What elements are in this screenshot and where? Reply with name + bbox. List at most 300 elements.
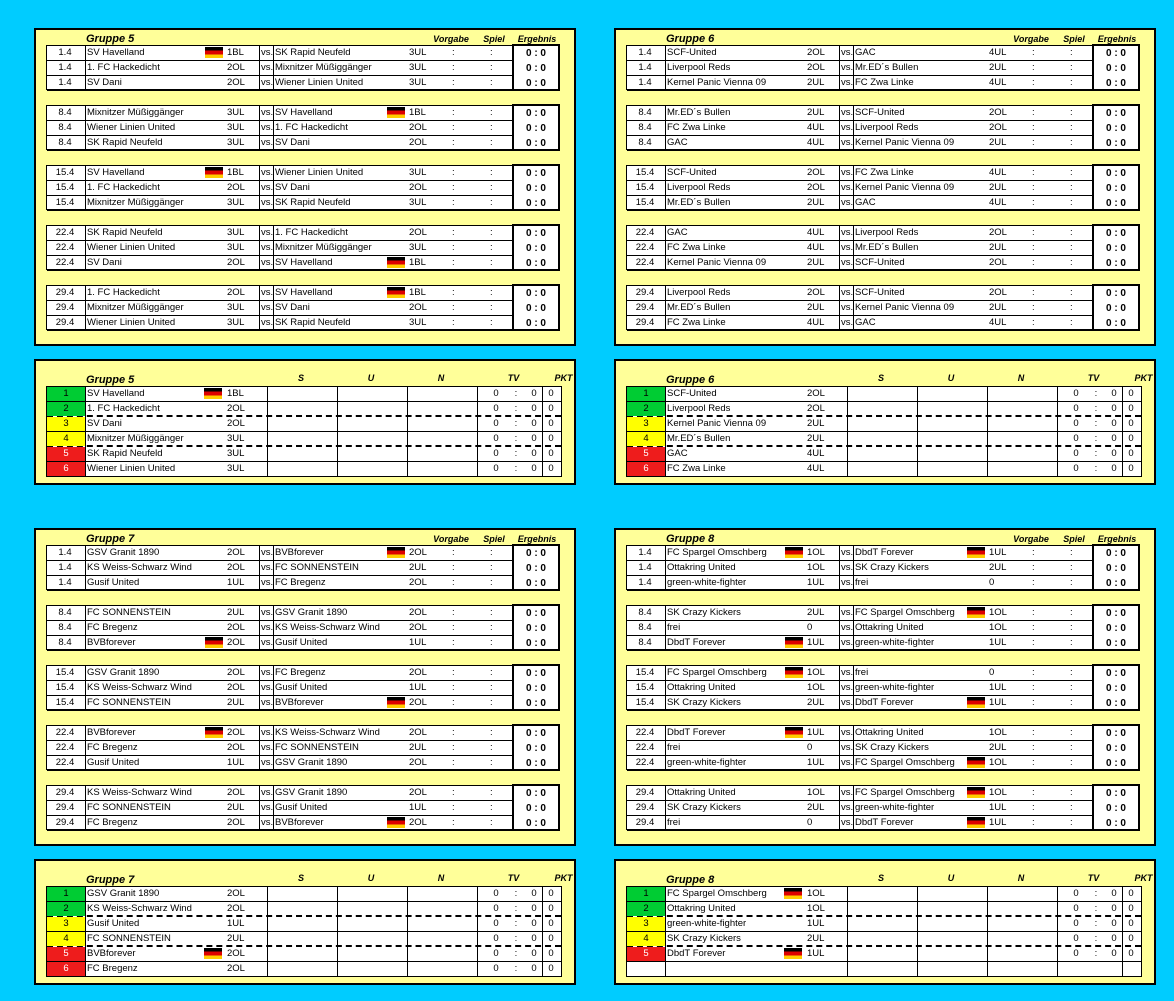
match-row — [47, 61, 512, 76]
result-score[interactable]: 0 : 0 — [525, 138, 546, 149]
away-league: 1OL — [989, 757, 1007, 768]
spiel-input: : — [1070, 607, 1073, 618]
germany-flag-icon — [967, 547, 985, 558]
home-league: 4UL — [807, 242, 825, 253]
tv-goals-for: 0 — [493, 918, 499, 929]
tv-separator: : — [514, 888, 518, 899]
rank-cell: 6 — [627, 462, 665, 476]
spiel-input: : — [1070, 817, 1073, 828]
spiel-input: : — [490, 137, 493, 148]
result-score[interactable]: 0 : 0 — [525, 243, 546, 254]
away-team: FC SONNENSTEIN — [275, 742, 359, 753]
home-team: Liverpool Reds — [667, 182, 731, 193]
team-league: 3UL — [227, 433, 245, 444]
vs-label: vs. — [841, 122, 854, 133]
match-block — [46, 665, 513, 710]
match-date: 15.4 — [635, 682, 655, 693]
column-divider — [665, 666, 666, 709]
home-team: BVBforever — [87, 727, 136, 738]
vorgabe-input: : — [452, 727, 455, 738]
column-divider — [665, 546, 666, 589]
standings-row — [47, 447, 561, 462]
away-team: SCF-United — [855, 257, 905, 268]
home-league: 1OL — [807, 667, 825, 678]
result-score[interactable]: 0 : 0 — [1105, 728, 1126, 739]
tv-goals-against: 0 — [531, 463, 537, 474]
result-score[interactable]: 0 : 0 — [525, 78, 546, 89]
germany-flag-icon — [967, 817, 985, 828]
tv-separator: : — [1094, 933, 1098, 944]
result-score[interactable]: 0 : 0 — [1105, 788, 1126, 799]
match-row — [47, 741, 512, 756]
spiel-input: : — [490, 637, 493, 648]
tv-goals-against: 0 — [1111, 448, 1117, 459]
result-score[interactable]: 0 : 0 — [1105, 198, 1126, 209]
result-score[interactable]: 0 : 0 — [1105, 623, 1126, 634]
result-score[interactable]: 0 : 0 — [1105, 78, 1126, 89]
result-score[interactable]: 0 : 0 — [525, 318, 546, 329]
vs-label: vs. — [261, 562, 274, 573]
spiel-input: : — [1070, 802, 1073, 813]
spiel-input: : — [1070, 622, 1073, 633]
column-divider — [259, 606, 260, 649]
tv-goals-against: 0 — [1111, 463, 1117, 474]
team-name: FC Spargel Omschberg — [667, 888, 767, 899]
away-team: GSV Granit 1890 — [275, 787, 348, 798]
away-league: 2OL — [409, 137, 427, 148]
away-league: 4UL — [989, 167, 1007, 178]
result-score[interactable]: 0 : 0 — [1105, 48, 1126, 59]
vorgabe-input: : — [452, 167, 455, 178]
result-score[interactable]: 0 : 0 — [525, 123, 546, 134]
column-header-ergebnis: Ergebnis — [517, 34, 557, 44]
vs-label: vs. — [261, 577, 274, 588]
away-league: 2UL — [989, 182, 1007, 193]
column-divider — [839, 786, 840, 829]
standings-row — [47, 962, 561, 977]
home-league: 2UL — [807, 607, 825, 618]
team-name: Gusif United — [87, 918, 140, 929]
match-row — [627, 741, 1092, 756]
away-team: Gusif United — [275, 637, 328, 648]
result-score[interactable]: 0 : 0 — [525, 668, 546, 679]
home-team: Liverpool Reds — [667, 287, 731, 298]
standings-row — [627, 462, 1141, 477]
away-team: SCF-United — [855, 287, 905, 298]
away-league: 2OL — [409, 787, 427, 798]
result-score[interactable]: 0 : 0 — [1105, 108, 1126, 119]
away-team: SK Crazy Kickers — [855, 742, 929, 753]
match-date: 29.4 — [635, 802, 655, 813]
column-header-tv: TV — [507, 373, 520, 383]
result-score[interactable]: 0 : 0 — [525, 608, 546, 619]
home-league: 2UL — [807, 77, 825, 88]
column-divider — [542, 887, 543, 976]
vorgabe-input: : — [1032, 47, 1035, 58]
match-date: 1.4 — [638, 77, 652, 88]
vs-label: vs. — [261, 287, 274, 298]
result-score[interactable]: 0 : 0 — [525, 288, 546, 299]
result-score[interactable]: 0 : 0 — [525, 803, 546, 814]
match-date: 29.4 — [635, 287, 655, 298]
result-score[interactable]: 0 : 0 — [1105, 63, 1126, 74]
vorgabe-input: : — [1032, 577, 1035, 588]
team-league: 2OL — [227, 948, 245, 959]
match-row — [627, 106, 1092, 121]
tv-goals-against: 0 — [1111, 918, 1117, 929]
match-row — [47, 801, 512, 816]
away-league: 3UL — [409, 317, 427, 328]
standings-row — [627, 432, 1141, 447]
home-team: BVBforever — [87, 637, 136, 648]
standings-table — [626, 886, 1142, 977]
result-score[interactable]: 0 : 0 — [525, 578, 546, 589]
vorgabe-input: : — [452, 107, 455, 118]
vs-label: vs. — [261, 787, 274, 798]
match-row — [47, 46, 512, 61]
germany-flag-icon — [387, 287, 405, 298]
points: 0 — [548, 933, 554, 944]
match-date: 1.4 — [58, 547, 72, 558]
rank-cell: 3 — [47, 417, 85, 431]
rank-cell: 1 — [47, 387, 85, 401]
column-divider — [267, 387, 268, 476]
result-box — [512, 44, 560, 91]
result-score[interactable]: 0 : 0 — [525, 168, 546, 179]
standings-row — [627, 447, 1141, 462]
vorgabe-input: : — [452, 182, 455, 193]
germany-flag-icon — [205, 167, 223, 178]
column-divider — [407, 887, 408, 976]
result-score[interactable]: 0 : 0 — [525, 48, 546, 59]
result-score[interactable]: 0 : 0 — [1105, 578, 1126, 589]
result-score[interactable]: 0 : 0 — [525, 548, 546, 559]
tv-separator: : — [514, 388, 518, 399]
result-score[interactable]: 0 : 0 — [525, 258, 546, 269]
column-header-s: S — [877, 873, 884, 883]
tv-goals-for: 0 — [493, 963, 499, 974]
result-box — [1092, 544, 1140, 591]
match-block — [626, 105, 1093, 150]
rank-cell: 4 — [47, 432, 85, 446]
vorgabe-input: : — [1032, 622, 1035, 633]
match-row — [627, 681, 1092, 696]
result-score[interactable]: 0 : 0 — [1105, 183, 1126, 194]
result-score[interactable]: 0 : 0 — [525, 183, 546, 194]
away-team: GAC — [855, 197, 876, 208]
spiel-input: : — [1070, 287, 1073, 298]
match-row — [47, 256, 512, 271]
tv-goals-against: 0 — [531, 963, 537, 974]
column-divider — [839, 726, 840, 769]
team-name: KS Weiss-Schwarz Wind — [87, 903, 192, 914]
spiel-input: : — [490, 167, 493, 178]
tv-goals-against: 0 — [531, 433, 537, 444]
vs-label: vs. — [261, 742, 274, 753]
match-block — [46, 785, 513, 830]
vorgabe-input: : — [1032, 137, 1035, 148]
result-score[interactable]: 0 : 0 — [525, 683, 546, 694]
result-score[interactable]: 0 : 0 — [525, 228, 546, 239]
column-divider — [85, 387, 86, 476]
result-score[interactable]: 0 : 0 — [1105, 303, 1126, 314]
home-league: 2OL — [227, 787, 245, 798]
tv-goals-against: 0 — [531, 403, 537, 414]
result-score[interactable]: 0 : 0 — [1105, 258, 1126, 269]
result-box — [1092, 284, 1140, 331]
home-league: 3UL — [227, 122, 245, 133]
team-name: SK Rapid Neufeld — [87, 448, 163, 459]
result-score[interactable]: 0 : 0 — [1105, 668, 1126, 679]
result-score[interactable]: 0 : 0 — [525, 788, 546, 799]
away-league: 3UL — [409, 77, 427, 88]
column-divider — [853, 166, 854, 209]
spiel-input: : — [1070, 682, 1073, 693]
away-team: KS Weiss-Schwarz Wind — [275, 622, 380, 633]
result-score[interactable]: 0 : 0 — [525, 698, 546, 709]
away-team: SK Crazy Kickers — [855, 562, 929, 573]
column-header-ergebnis: Ergebnis — [1097, 34, 1137, 44]
result-score[interactable]: 0 : 0 — [525, 108, 546, 119]
team-name: GSV Granit 1890 — [87, 888, 160, 899]
germany-flag-icon — [785, 667, 803, 678]
vs-label: vs. — [261, 77, 274, 88]
points: 0 — [548, 433, 554, 444]
away-league: 2UL — [409, 742, 427, 753]
match-row — [627, 561, 1092, 576]
spiel-input: : — [1070, 562, 1073, 573]
column-header-pkt: PKT — [554, 373, 573, 383]
result-score[interactable]: 0 : 0 — [1105, 818, 1126, 829]
standings-row — [627, 932, 1141, 947]
home-team: Ottakring United — [667, 787, 736, 798]
result-score[interactable]: 0 : 0 — [1105, 608, 1126, 619]
column-divider — [1057, 387, 1058, 476]
result-box — [512, 164, 560, 211]
vorgabe-input: : — [1032, 287, 1035, 298]
vorgabe-input: : — [1032, 742, 1035, 753]
rank-cell: 2 — [47, 402, 85, 416]
vorgabe-input: : — [1032, 697, 1035, 708]
tv-goals-against: 0 — [531, 418, 537, 429]
column-divider — [259, 166, 260, 209]
result-score[interactable]: 0 : 0 — [525, 198, 546, 209]
result-score[interactable]: 0 : 0 — [525, 63, 546, 74]
vs-label: vs. — [261, 727, 274, 738]
tv-separator: : — [1094, 918, 1098, 929]
home-league: 4UL — [807, 227, 825, 238]
result-score[interactable]: 0 : 0 — [525, 563, 546, 574]
vs-label: vs. — [261, 667, 274, 678]
home-team: FC SONNENSTEIN — [87, 802, 171, 813]
column-divider — [273, 46, 274, 89]
spiel-input: : — [490, 742, 493, 753]
home-team: 1. FC Hackedicht — [87, 62, 160, 73]
spiel-input: : — [1070, 667, 1073, 678]
column-header-ergebnis: Ergebnis — [517, 534, 557, 544]
vs-label: vs. — [841, 742, 854, 753]
result-score[interactable]: 0 : 0 — [1105, 548, 1126, 559]
column-divider — [85, 726, 86, 769]
spiel-input: : — [490, 197, 493, 208]
team-name: SK Crazy Kickers — [667, 933, 741, 944]
vs-label: vs. — [841, 227, 854, 238]
result-score[interactable]: 0 : 0 — [1105, 228, 1126, 239]
tv-goals-for: 0 — [493, 463, 499, 474]
home-team: Kernel Panic Vienna 09 — [667, 257, 767, 268]
result-score[interactable]: 0 : 0 — [1105, 243, 1126, 254]
fixture-panel-gruppe-8 — [614, 528, 1156, 846]
home-team: GSV Granit 1890 — [87, 667, 160, 678]
group-title: Gruppe 6 — [666, 374, 715, 386]
match-row — [627, 801, 1092, 816]
column-header-n: N — [437, 873, 445, 883]
standings-row — [47, 462, 561, 477]
home-league: 1UL — [227, 577, 245, 588]
away-league: 2UL — [989, 137, 1007, 148]
spiel-input: : — [490, 122, 493, 133]
rank-cell: 5 — [627, 447, 665, 461]
rank-cell: 2 — [627, 402, 665, 416]
match-row — [627, 316, 1092, 331]
result-score[interactable]: 0 : 0 — [1105, 288, 1126, 299]
home-team: SCF-United — [667, 47, 717, 58]
result-score[interactable]: 0 : 0 — [525, 758, 546, 769]
away-league: 1UL — [989, 682, 1007, 693]
home-league: 2UL — [227, 697, 245, 708]
points: 0 — [1128, 948, 1134, 959]
home-league: 2OL — [807, 47, 825, 58]
group-title: Gruppe 5 — [86, 374, 135, 386]
result-score[interactable]: 0 : 0 — [1105, 638, 1126, 649]
result-score[interactable]: 0 : 0 — [1105, 743, 1126, 754]
vorgabe-input: : — [452, 77, 455, 88]
result-score[interactable]: 0 : 0 — [525, 623, 546, 634]
match-date: 15.4 — [635, 182, 655, 193]
tv-separator: : — [1094, 448, 1098, 459]
result-score[interactable]: 0 : 0 — [1105, 683, 1126, 694]
vs-label: vs. — [841, 302, 854, 313]
points: 0 — [1128, 448, 1134, 459]
vorgabe-input: : — [452, 757, 455, 768]
team-league: 2OL — [807, 388, 825, 399]
match-row — [47, 621, 512, 636]
home-league: 0 — [807, 622, 813, 633]
team-league: 1BL — [227, 388, 244, 399]
germany-flag-icon — [785, 547, 803, 558]
germany-flag-icon — [205, 637, 223, 648]
match-date: 8.4 — [58, 607, 72, 618]
away-league: 2OL — [409, 622, 427, 633]
vorgabe-input: : — [452, 317, 455, 328]
match-date: 1.4 — [638, 562, 652, 573]
standings-row — [47, 887, 561, 902]
rank-cell: 5 — [627, 947, 665, 961]
result-score[interactable]: 0 : 0 — [525, 728, 546, 739]
home-team: FC Spargel Omschberg — [667, 667, 767, 678]
home-league: 3UL — [227, 137, 245, 148]
match-date: 29.4 — [55, 287, 75, 298]
match-row — [627, 256, 1092, 271]
group-title: Gruppe 8 — [666, 533, 715, 545]
match-row — [47, 561, 512, 576]
match-row — [47, 301, 512, 316]
away-league: 2OL — [409, 667, 427, 678]
result-score[interactable]: 0 : 0 — [525, 303, 546, 314]
spiel-input: : — [1070, 137, 1073, 148]
vorgabe-input: : — [452, 637, 455, 648]
home-league: 3UL — [227, 242, 245, 253]
match-date: 8.4 — [638, 137, 652, 148]
result-score[interactable]: 0 : 0 — [1105, 698, 1126, 709]
result-score[interactable]: 0 : 0 — [525, 743, 546, 754]
vs-label: vs. — [841, 242, 854, 253]
away-league: 1OL — [989, 622, 1007, 633]
column-divider — [1122, 387, 1123, 476]
away-league: 1OL — [989, 727, 1007, 738]
result-score[interactable]: 0 : 0 — [1105, 803, 1126, 814]
home-team: SK Rapid Neufeld — [87, 137, 163, 148]
column-divider — [85, 546, 86, 589]
match-date: 22.4 — [635, 227, 655, 238]
match-block — [626, 545, 1093, 590]
result-score[interactable]: 0 : 0 — [1105, 123, 1126, 134]
away-team: SK Rapid Neufeld — [275, 197, 351, 208]
vs-label: vs. — [841, 137, 854, 148]
away-league: 0 — [989, 577, 995, 588]
vs-label: vs. — [261, 302, 274, 313]
tv-goals-against: 0 — [531, 933, 537, 944]
away-league: 1UL — [409, 637, 427, 648]
column-divider — [273, 666, 274, 709]
column-divider — [853, 726, 854, 769]
match-block — [626, 605, 1093, 650]
vs-label: vs. — [261, 607, 274, 618]
home-team: Liverpool Reds — [667, 62, 731, 73]
home-team: FC Bregenz — [87, 742, 138, 753]
column-divider — [917, 387, 918, 476]
result-score[interactable]: 0 : 0 — [1105, 168, 1126, 179]
away-team: KS Weiss-Schwarz Wind — [275, 727, 380, 738]
column-divider — [273, 166, 274, 209]
standings-row — [47, 932, 561, 947]
germany-flag-icon — [387, 107, 405, 118]
tv-separator: : — [514, 448, 518, 459]
home-team: Ottakring United — [667, 682, 736, 693]
vs-label: vs. — [261, 242, 274, 253]
result-score[interactable]: 0 : 0 — [525, 638, 546, 649]
away-team: Ottakring United — [855, 727, 924, 738]
match-date: 22.4 — [635, 257, 655, 268]
result-score[interactable]: 0 : 0 — [1105, 318, 1126, 329]
spiel-input: : — [490, 317, 493, 328]
germany-flag-icon — [205, 47, 223, 58]
match-date: 22.4 — [55, 257, 75, 268]
match-date: 8.4 — [638, 637, 652, 648]
away-league: 2OL — [409, 227, 427, 238]
result-score[interactable]: 0 : 0 — [525, 818, 546, 829]
result-score[interactable]: 0 : 0 — [1105, 563, 1126, 574]
home-league: 3UL — [227, 302, 245, 313]
result-score[interactable]: 0 : 0 — [1105, 758, 1126, 769]
column-divider — [273, 106, 274, 149]
home-league: 4UL — [807, 122, 825, 133]
team-name: FC Zwa Linke — [667, 463, 726, 474]
result-score[interactable]: 0 : 0 — [1105, 138, 1126, 149]
vorgabe-input: : — [1032, 787, 1035, 798]
column-divider — [853, 286, 854, 329]
result-box — [512, 284, 560, 331]
